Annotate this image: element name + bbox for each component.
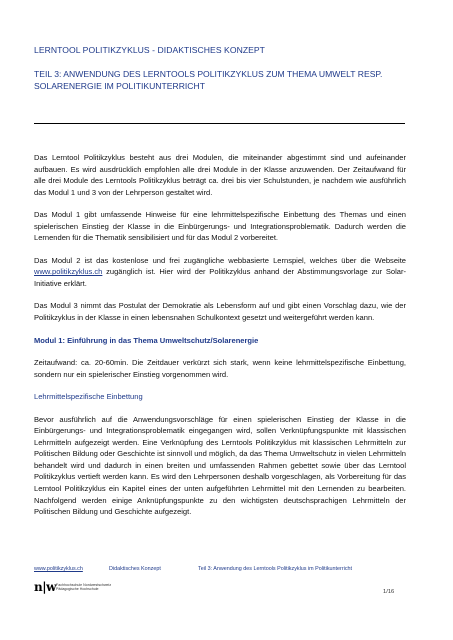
subsection-heading: Lehrmittelspezifische Einbettung [34,392,143,402]
logo-line-1: Fachhochschule Nordwestschweiz [56,582,112,587]
header-divider [34,123,405,124]
page-number: 1/16 [383,589,395,595]
paragraph-modul-2-text-b: zugänglich ist. Hier wird der Politikzyklus anhand der Abstimmungsvorlage zur Solar-Initiative erklärt. [34,267,406,288]
website-link[interactable]: www.politikzyklus.ch [34,267,103,277]
footer-doc-title: Didaktisches Konzept [109,566,161,572]
document-subtitle: TEIL 3: ANWENDUNG DES LERNTOOLS POLITIKZYKLUS ZUM THEMA UMWELT RESP. SOLARENERGIE IM POLITIKUNTERRICHT [34,69,383,91]
paragraph-time: Zeitaufwand: ca. 20-60min. Die Zeitdauer verkürzt sich stark, wenn keine lehrmittelspezifische Einbettung, sondern nur ein spielerischer Einstieg vorgenommen wird. [34,358,406,379]
paragraph-modul-2 [34,255,406,290]
paragraph-modul-3: Das Modul 3 nimmt das Postulat der Demokratie als Lebensform auf und gibt einen Vorschlag dazu, wie der Politikzyklus in der Klasse in einen lebensnahen Schulkontext gesetzt und weitergeführt werden kann. [34,301,406,323]
module-1-heading: Modul 1: Einführung in das Thema Umweltschutz/Solarenergie [34,335,259,345]
logo-mark: n|w [34,580,56,594]
logo-line-2: Pädagogische Hochschule [56,587,99,591]
paragraph-modul-2-text-a: Das Modul 2 ist das kostenlose und frei zugängliche webbasierte Lernspiel, welches über die Webseite [34,255,406,265]
paragraph-embedding: Bevor ausführlich auf die Anwendungsvorschläge für einen spielerischen Einstieg der Klasse in die Einbürgerungs- und Integrationsproblematik eingegangen wird, sollen Verknüpfungspunkte mit klassischen Lehrmitteln aufgezeigt werden. Eine Verknüpfung des Lerntools Politikzyklus mit klassischen Lehrmitteln zur Politischen Bildung oder Geschichte ist sinnvoll und möglich, da das Thema Umweltschutz in vielen Lehrmitteln behandelt wird und dadurch in einen breiten und umfassenden Rahmen gebettet sowie über das Lerntool Politikzyklus vertieft werden kann. Es wird den Lehrpersonen deshalb vorgeschlagen, als Vorbereitung für das Lerntool Politikzyklus ein Kapitel eines der unten aufgeführten Lehrmittel mit den Lernenden zu bearbeiten. Nachfolgend werden einige Anknüpfungspunkte zu den wichtigsten deutschsprachigen Lehrmitteln der Politischen Bildung und Geschichte aufgezeigt. [34,414,406,517]
fhnw-logo [34,580,111,594]
paragraph-modul-1: Das Modul 1 gibt umfassende Hinweise für eine lehrmittelspezifische Einbettung des Themas und einen spielerischen Einstieg der Klasse in die Einbürgerungs- und Integrationsproblematik. Dadurch werden die Lernenden für die Thematik sensibilisiert und für das Modul 2 vorbereitet. [34,210,406,243]
footer-part-title: Teil 3: Anwendung des Lerntools Politikzyklus im Politikunterricht [198,566,353,572]
footer-url-link[interactable]: www.politikzyklus.ch [34,566,83,572]
paragraph-intro: Das Lerntool Politikzyklus besteht aus drei Modulen, die miteinander abgestimmt sind und aufeinander aufbauen. Es wird ausdrücklich empfohlen alle drei Module in der Klasse anzuwenden. Der Zeitaufwand für alle drei Module des Lerntools Politikzyklus beträgt ca. drei bis vier Schulstunden, je nachdem wie ausführlich das Modul 1 und 3 von der Lehrperson gestaltet wird. [34,153,406,197]
document-title: LERNTOOL POLITIKZYKLUS - DIDAKTISCHES KONZEPT [34,45,265,55]
body-text [34,152,406,529]
logo-text [56,583,111,591]
